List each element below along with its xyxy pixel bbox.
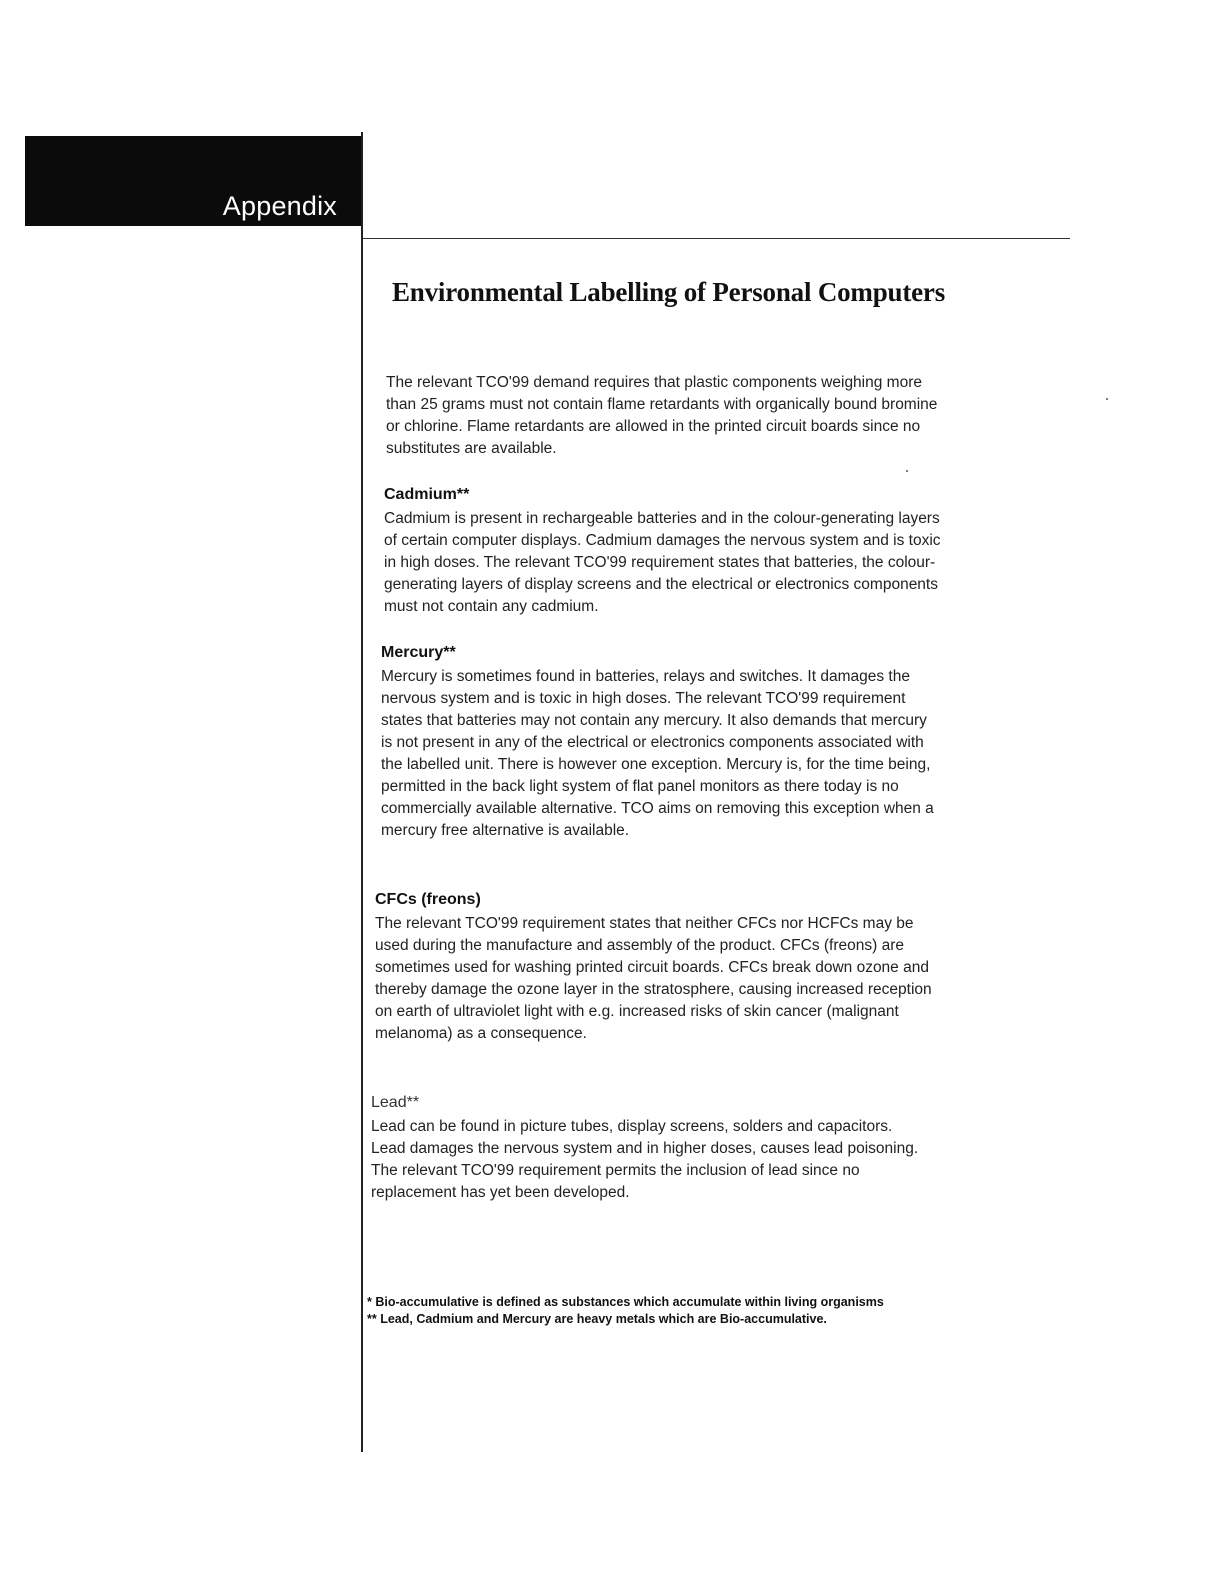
section-mercury [381, 642, 941, 842]
appendix-label: Appendix [222, 191, 337, 221]
section-heading-lead: Lead** [371, 1094, 420, 1111]
page-title: Environmental Labelling of Personal Computers [392, 277, 946, 307]
appendix-tab [25, 136, 363, 226]
footnote-1: * Bio-accumulative is defined as substances which accumulate within living organisms [367, 1295, 884, 1309]
section-body-cfcs: The relevant TCO'99 requirement states that neither CFCs nor HCFCs may be used during the manufacture and assembly of the product. CFCs (freons) are sometimes used for washing printed circuit boards. CFCs break down ozone and thereby damage the ozone layer in the stratosphere, causing increased reception on earth of ultraviolet light with e.g. increased risks of skin cancer (malignant melanoma) as a consequence. [375, 915, 932, 1042]
section-heading-cfcs: CFCs (freons) [375, 891, 481, 908]
scan-speck [906, 470, 908, 472]
section-cadmium [384, 484, 944, 618]
footnote-2: ** Lead, Cadmium and Mercury are heavy metals which are Bio-accumulative. [367, 1312, 827, 1326]
intro-text: The relevant TCO'99 demand requires that plastic components weighing more than 25 grams must not contain flame retardants with organically bound bromine or chlorine. Flame retardants are allowed in the printed circuit boards since no substitutes are available. [386, 374, 938, 457]
scan-speck [1106, 398, 1108, 400]
section-body-lead: Lead can be found in picture tubes, display screens, solders and capacitors. Lead damages the nervous system and in higher doses, causes lead poisoning. The relevant TCO'99 requirement permits the inclusion of lead since no replacement has yet been developed. [371, 1118, 919, 1201]
section-body-mercury: Mercury is sometimes found in batteries, relays and switches. It damages the nervous system and is toxic in high doses. The relevant TCO'99 requirement states that batteries may not contain any mercury. It also demands that mercury is not present in any of the electrical or electronics components associated with the labelled unit. There is however one exception. Mercury is, for the time being, permitted in the back light system of flat panel monitors as there today is no commercially available alternative. TCO aims on removing this exception when a mercury free alternative is available. [381, 668, 934, 839]
section-heading-cadmium: Cadmium** [384, 486, 470, 503]
horizontal-rule [363, 238, 1070, 239]
section-lead [371, 1092, 931, 1204]
section-heading-mercury: Mercury** [381, 644, 456, 661]
section-cfcs [375, 889, 935, 1045]
intro-paragraph [386, 372, 946, 460]
section-body-cadmium: Cadmium is present in rechargeable batteries and in the colour-generating layers of certain computer displays. Cadmium damages the nervous system and is toxic in high doses. The relevant TCO'99 requirement states that batteries, the colour-generating layers of display screens and the electrical or electronics components must not contain any cadmium. [384, 510, 941, 615]
vertical-rule [361, 132, 363, 1452]
footnotes [367, 1294, 967, 1328]
